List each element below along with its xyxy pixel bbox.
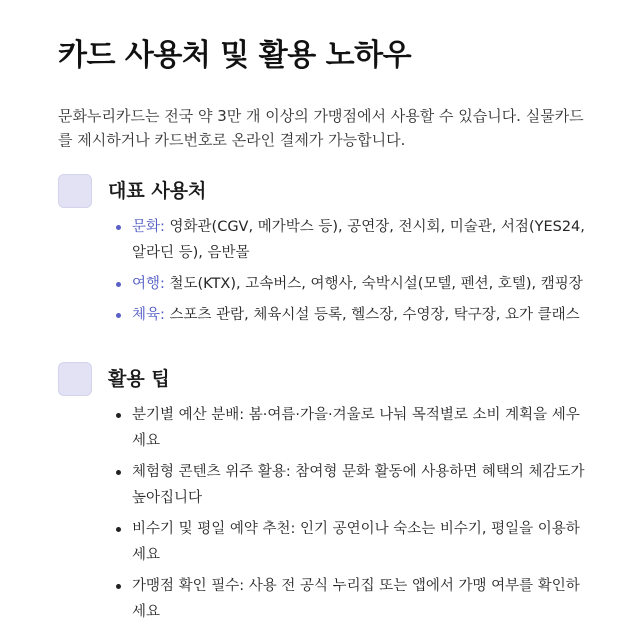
bullet-icon [116,527,121,532]
bullet-icon [116,584,121,589]
section-title: 활용 팁 [108,368,170,390]
list-item [114,271,588,297]
list-item [114,302,588,328]
list-item-text: 비수기 및 평일 예약 추천: 인기 공연이나 숙소는 비수기, 평일을 이용하세요 [132,521,580,563]
bullet-icon [116,413,121,418]
bullet-icon [116,282,121,287]
list-item-text: 철도(KTX), 고속버스, 여행사, 숙박시설(모텔, 펜션, 호텔), 캠핑장 [164,276,583,292]
section-header [58,362,585,396]
section-placeholder-icon [58,174,92,208]
list-item-text: 분기별 예산 분배: 봄·여름·가을·겨울로 나눠 목적별로 소비 계획을 세우세요 [132,407,580,449]
usage-places-list [58,214,588,328]
list-item [114,459,588,511]
section-header [58,174,585,208]
category-keyword: 여행: [132,276,165,292]
bullet-icon [116,470,121,475]
section-usage-places [58,174,585,328]
list-item [114,402,588,454]
category-keyword: 문화: [132,219,165,235]
category-keyword: 체육: [132,307,165,323]
tips-list [58,402,588,625]
section-title: 대표 사용처 [108,180,207,202]
list-item [114,516,588,568]
list-item-text: 가맹점 확인 필수: 사용 전 공식 누리집 또는 앱에서 가맹 여부를 확인하세요 [132,578,580,620]
section-tips [58,362,585,625]
list-item [114,214,588,266]
section-placeholder-icon [58,362,92,396]
list-item-text: 영화관(CGV, 메가박스 등), 공연장, 전시회, 미술관, 서점(YES24, 알라딘 등), 음반몰 [132,219,585,261]
list-item-text: 스포츠 관람, 체육시설 등록, 헬스장, 수영장, 탁구장, 요가 클래스 [164,307,580,323]
list-item [114,573,588,625]
list-item-text: 체험형 콘텐츠 위주 활용: 참여형 문화 활동에 사용하면 혜택의 체감도가 높아집니다 [132,464,585,506]
bullet-icon [116,225,121,230]
bullet-icon [116,313,121,318]
page-title: 카드 사용처 및 활용 노하우 [58,38,412,73]
intro-paragraph: 문화누리카드는 전국 약 3만 개 이상의 가맹점에서 사용할 수 있습니다. 실물카드를 제시하거나 카드번호로 온라인 결제가 가능합니다. [58,107,584,149]
